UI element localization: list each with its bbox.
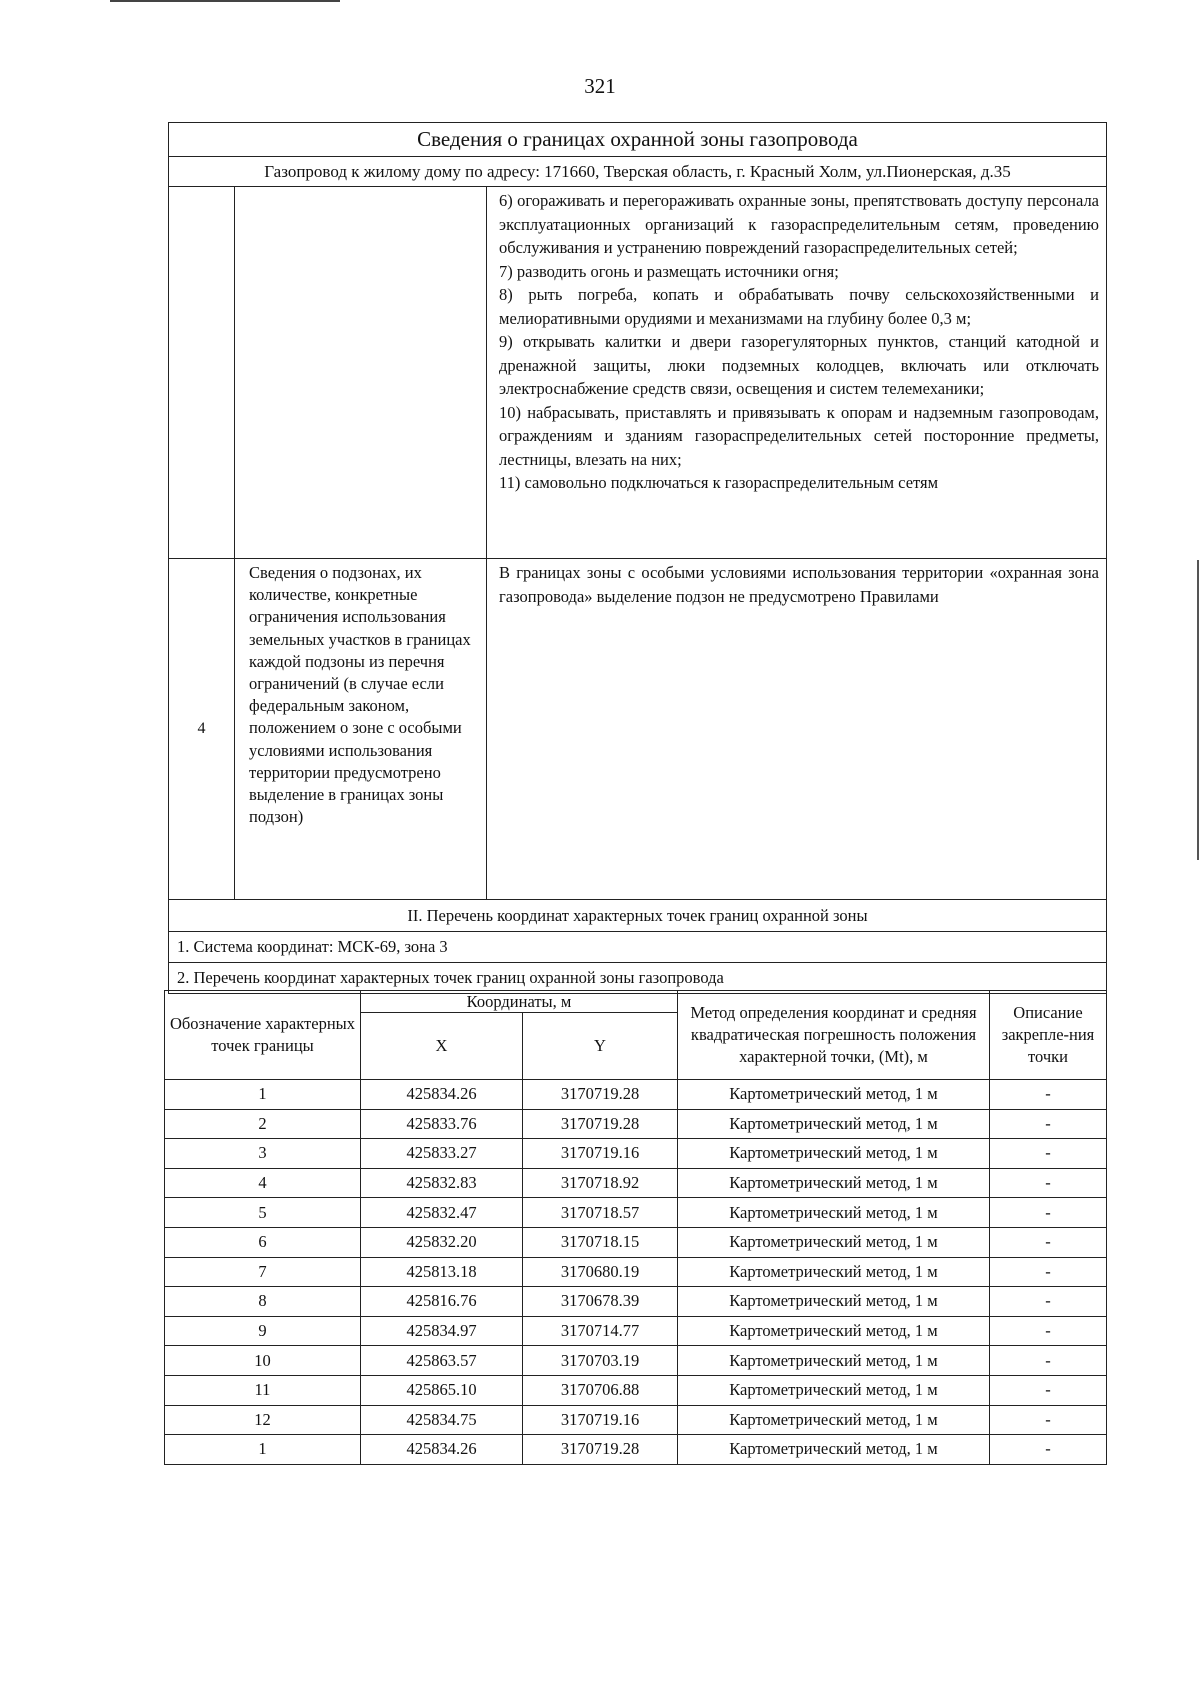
- x-cell: 425832.20: [361, 1227, 523, 1257]
- table-row: [165, 1139, 1107, 1169]
- row-number: [169, 187, 235, 559]
- coordinates-table: [164, 990, 1107, 1465]
- method-cell: Картометрический метод, 1 м: [678, 1198, 990, 1228]
- header-coordinates: Координаты, м: [361, 991, 678, 1013]
- method-cell: Картометрический метод, 1 м: [678, 1139, 990, 1169]
- y-cell: 3170678.39: [523, 1287, 678, 1317]
- table-row: [165, 1198, 1107, 1228]
- x-cell: 425833.27: [361, 1139, 523, 1169]
- restrictions-name-cell: [235, 187, 487, 559]
- point-cell: 2: [165, 1109, 361, 1139]
- point-cell: 1: [165, 1080, 361, 1110]
- y-cell: 3170706.88: [523, 1375, 678, 1405]
- x-cell: 425832.83: [361, 1168, 523, 1198]
- scan-edge-line: [110, 0, 340, 2]
- y-cell: 3170719.28: [523, 1435, 678, 1465]
- description-cell: -: [990, 1375, 1107, 1405]
- y-cell: 3170718.57: [523, 1198, 678, 1228]
- table-row: [165, 1316, 1107, 1346]
- table-row: [165, 1346, 1107, 1376]
- method-cell: Картометрический метод, 1 м: [678, 1168, 990, 1198]
- restrictions-list: [487, 187, 1107, 559]
- x-cell: 425834.26: [361, 1080, 523, 1110]
- method-cell: Картометрический метод, 1 м: [678, 1080, 990, 1110]
- method-cell: Картометрический метод, 1 м: [678, 1346, 990, 1376]
- zone-title: Сведения о границах охранной зоны газопровода: [169, 123, 1107, 157]
- table-row: [165, 1168, 1107, 1198]
- point-cell: 9: [165, 1316, 361, 1346]
- method-cell: Картометрический метод, 1 м: [678, 1375, 990, 1405]
- x-cell: 425865.10: [361, 1375, 523, 1405]
- method-cell: Картометрический метод, 1 м: [678, 1316, 990, 1346]
- point-cell: 12: [165, 1405, 361, 1435]
- y-cell: 3170718.92: [523, 1168, 678, 1198]
- description-cell: -: [990, 1227, 1107, 1257]
- description-cell: -: [990, 1435, 1107, 1465]
- point-cell: 5: [165, 1198, 361, 1228]
- table-row: [165, 1257, 1107, 1287]
- x-cell: 425832.47: [361, 1198, 523, 1228]
- restriction-item: 8) рыть погреба, копать и обрабатывать почву сельскохозяйственными и мелиоративными орудиями и механизмами на глубину более 0,3 м;: [499, 285, 1100, 328]
- description-cell: -: [990, 1198, 1107, 1228]
- table-row: [165, 1405, 1107, 1435]
- restriction-item: 7) разводить огонь и размещать источники огня;: [499, 261, 839, 281]
- description-cell: -: [990, 1316, 1107, 1346]
- scan-edge-mark: [1197, 560, 1199, 860]
- subzone-row-number: 4: [169, 559, 235, 900]
- method-cell: Картометрический метод, 1 м: [678, 1109, 990, 1139]
- y-cell: 3170719.16: [523, 1139, 678, 1169]
- y-cell: 3170714.77: [523, 1316, 678, 1346]
- description-cell: -: [990, 1080, 1107, 1110]
- x-cell: 425834.75: [361, 1405, 523, 1435]
- description-cell: -: [990, 1257, 1107, 1287]
- zone-address: Газопровод к жилому дому по адресу: 171660, Тверская область, г. Красный Холм, ул.Пионерская, д.35: [169, 157, 1107, 187]
- x-cell: 425834.26: [361, 1435, 523, 1465]
- point-cell: 6: [165, 1227, 361, 1257]
- header-y: Y: [523, 1013, 678, 1080]
- x-cell: 425833.76: [361, 1109, 523, 1139]
- zone-info-table: [168, 122, 1107, 994]
- header-point: Обозначение характерных точек границы: [165, 991, 361, 1080]
- table-row: [165, 1109, 1107, 1139]
- method-cell: Картометрический метод, 1 м: [678, 1435, 990, 1465]
- x-cell: 425863.57: [361, 1346, 523, 1376]
- method-cell: Картометрический метод, 1 м: [678, 1287, 990, 1317]
- point-cell: 7: [165, 1257, 361, 1287]
- y-cell: 3170719.28: [523, 1080, 678, 1110]
- description-cell: -: [990, 1139, 1107, 1169]
- x-cell: 425834.97: [361, 1316, 523, 1346]
- x-cell: 425816.76: [361, 1287, 523, 1317]
- restriction-item: 10) набрасывать, приставлять и привязывать к опорам и надземным газопроводам, ограждениям и зданиям газораспределительных сетей посторонние предметы, лестницы, влезать на них;: [499, 402, 1100, 469]
- table-row: [165, 1435, 1107, 1465]
- method-cell: Картометрический метод, 1 м: [678, 1227, 990, 1257]
- y-cell: 3170719.28: [523, 1109, 678, 1139]
- restriction-item: 6) огораживать и перегораживать охранные зоны, препятствовать доступу персонала эксплуатационных организаций к газораспределительным сетям, проведению обслуживания и устранению повреждений газораспределительных сетей;: [499, 191, 1100, 257]
- y-cell: 3170718.15: [523, 1227, 678, 1257]
- section-title: II. Перечень координат характерных точек границ охранной зоны: [169, 900, 1107, 932]
- description-cell: -: [990, 1405, 1107, 1435]
- header-method: Метод определения координат и средняя квадратическая погрешность положения характерной точки, (Mt), м: [678, 991, 990, 1080]
- restriction-item: 9) открывать калитки и двери газорегуляторных пунктов, станций катодной и дренажной защиты, люки подземных колодцев, включать или отключать электроснабжение средств связи, освещения и систем телемеханики;: [499, 332, 1100, 398]
- method-cell: Картометрический метод, 1 м: [678, 1405, 990, 1435]
- description-cell: -: [990, 1287, 1107, 1317]
- point-cell: 10: [165, 1346, 361, 1376]
- description-cell: -: [990, 1109, 1107, 1139]
- restriction-item: 11) самовольно подключаться к газораспределительным сетям: [499, 473, 939, 492]
- y-cell: 3170680.19: [523, 1257, 678, 1287]
- point-cell: 4: [165, 1168, 361, 1198]
- coordinate-system: 1. Система координат: МСК-69, зона 3: [169, 932, 1107, 963]
- point-cell: 11: [165, 1375, 361, 1405]
- table-row: [165, 1080, 1107, 1110]
- point-cell: 1: [165, 1435, 361, 1465]
- method-cell: Картометрический метод, 1 м: [678, 1257, 990, 1287]
- header-description: Описание закрепле-ния точки: [990, 991, 1107, 1080]
- page-number: 321: [584, 74, 616, 98]
- y-cell: 3170703.19: [523, 1346, 678, 1376]
- subzone-value: В границах зоны с особыми условиями использования территории «охранная зона газопровода» выделение подзон не предусмотрено Правилами: [487, 559, 1107, 900]
- table-row: [165, 1227, 1107, 1257]
- y-cell: 3170719.16: [523, 1405, 678, 1435]
- table-row: [165, 1375, 1107, 1405]
- subzone-name: Сведения о подзонах, их количестве, конкретные ограничения использования земельных участков в границах каждой подзоны из перечня ограничений (в случае если федеральным законом, положением о зоне с особыми условиями использования территории предусмотрено выделение в границах зоны подзон): [235, 559, 487, 900]
- point-cell: 8: [165, 1287, 361, 1317]
- table-row: [165, 1287, 1107, 1317]
- coordinate-list-title: 2. Перечень координат характерных точек границ охранной зоны газопровода: [169, 963, 1107, 994]
- description-cell: -: [990, 1346, 1107, 1376]
- description-cell: -: [990, 1168, 1107, 1198]
- point-cell: 3: [165, 1139, 361, 1169]
- x-cell: 425813.18: [361, 1257, 523, 1287]
- header-x: X: [361, 1013, 523, 1080]
